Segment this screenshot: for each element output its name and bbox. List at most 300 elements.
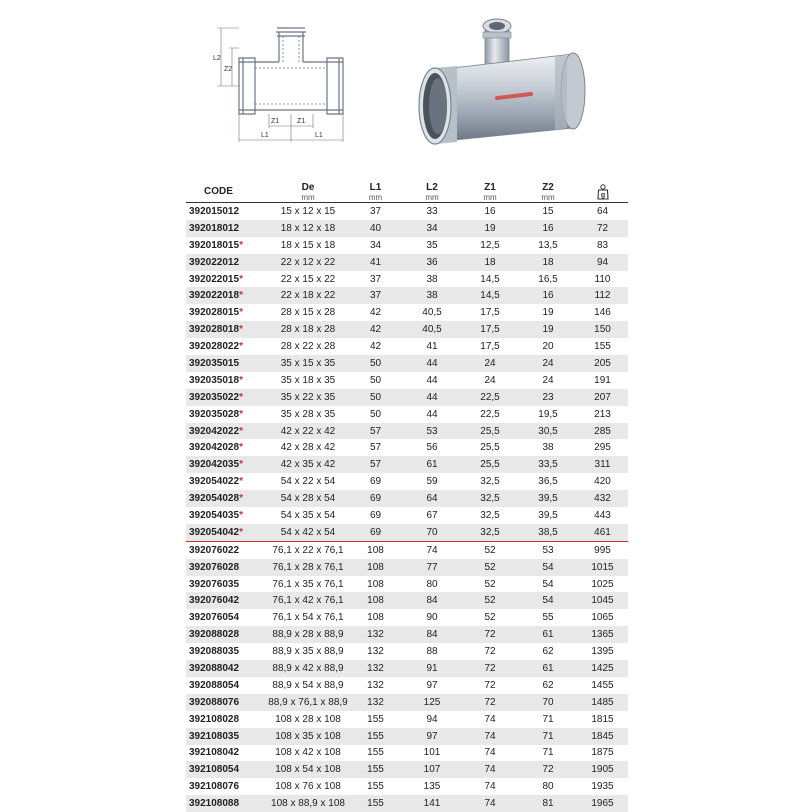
cell-code: 392076042 [186,592,268,609]
cell-l1: 155 [367,747,384,759]
table-row [186,321,628,338]
z1-left-label: Z1 [271,118,280,125]
cell-l1: 42 [348,321,403,338]
mark-star: * [239,476,243,488]
spec-table [186,168,628,812]
cell-l1: 57 [348,423,403,440]
cell-l2: 44 [403,355,461,372]
cell-code: 392035028* [189,408,243,420]
cell-de: 76,1 x 28 x 76,1 [268,559,348,576]
cell-z2: 39,5 [538,509,558,521]
cell-z2: 71 [542,713,554,725]
cell-de: 108 x 54 x 108 [268,761,348,778]
cell-code: 392108088 [186,795,268,812]
cell-z1: 32,5 [480,509,500,521]
cell-z1: 74 [461,761,519,778]
table-row [186,423,628,440]
cell-de: 35 x 28 x 35 [280,408,336,420]
cell-weight: 1045 [577,592,628,609]
cell-l2: 44 [403,389,461,406]
cell-l2: 74 [403,541,461,558]
cell-code: 392054042* [186,524,268,541]
z2-label: Z2 [224,66,233,73]
table-row [186,304,628,321]
cell-l1: 155 [367,713,384,725]
cell-de: 88,9 x 35 x 88,9 [272,646,344,658]
l1-left-label: L1 [261,132,269,139]
table-row [186,711,628,728]
cell-z2: 80 [542,781,554,793]
cell-l2: 64 [403,490,461,507]
cell-z1: 22,5 [480,408,500,420]
cell-de: 42 x 22 x 42 [268,423,348,440]
cell-z1: 25,5 [461,456,519,473]
table-row [186,372,628,389]
svg-text:g: g [600,192,605,200]
cell-l1: 132 [348,626,403,643]
cell-z1: 52 [484,612,496,624]
cell-de: 108 x 76 x 108 [275,781,341,793]
cell-z2: 39,5 [519,490,577,507]
cell-code: 392022015* [189,273,243,285]
table-row [186,541,628,558]
cell-l1: 69 [369,509,382,521]
cell-weight: 1395 [591,646,614,658]
cell-code: 392108054 [186,761,268,778]
cell-weight: 83 [596,239,609,251]
table-row [186,795,628,812]
cell-de: 18 x 15 x 18 [280,239,336,251]
cell-de: 88,9 x 54 x 88,9 [272,679,344,691]
header-weight [577,168,628,203]
cell-l1: 108 [367,578,384,590]
cell-weight: 295 [594,442,611,454]
cell-code: 392088076 [186,694,268,711]
cell-z2: 19 [542,307,554,319]
table-row [186,338,628,355]
cell-z1: 18 [461,254,519,271]
cell-de: 18 x 12 x 18 [268,220,348,237]
cell-z1: 72 [461,660,519,677]
cell-de: 15 x 12 x 15 [280,205,336,217]
table-row [186,254,628,271]
cell-code: 392035018* [189,374,243,386]
cell-weight: 285 [577,423,628,440]
cell-weight: 94 [577,254,628,271]
cell-z2: 62 [542,646,554,658]
cell-l1: 155 [348,728,403,745]
product-photo [405,10,605,160]
cell-code: 392015012 [189,205,240,217]
cell-l1: 50 [348,355,403,372]
table-row [186,355,628,372]
table-row [186,490,628,507]
cell-z2: 16 [519,220,577,237]
cell-de: 35 x 18 x 35 [280,374,336,386]
table-row [186,559,628,576]
cell-code: 392028015* [189,307,243,319]
cell-z2: 70 [519,694,577,711]
cell-z1: 17,5 [461,321,519,338]
cell-weight: 1015 [577,559,628,576]
cell-l2: 34 [403,220,461,237]
cell-l2: 33 [426,205,438,217]
cell-weight: 207 [577,389,628,406]
table-row [186,778,628,795]
cell-l2: 59 [426,476,438,488]
cell-z2: 54 [519,559,577,576]
cell-code: 392108028 [189,713,240,725]
cell-z1: 19 [461,220,519,237]
cell-l2: 70 [403,524,461,541]
cell-code: 392054022* [189,476,243,488]
mark-star: * [239,459,243,471]
cell-code: 392035015 [186,355,268,372]
cell-z2: 15 [542,205,554,217]
cell-z1: 25,5 [461,423,519,440]
cell-l2: 77 [403,559,461,576]
table-row [186,609,628,626]
cell-code: 392035022* [186,389,268,406]
cell-l2: 53 [403,423,461,440]
cell-z2: 24 [542,374,554,386]
table-row [186,237,628,254]
cell-l1: 108 [367,612,384,624]
cell-weight: 311 [577,456,628,473]
cell-z1: 24 [461,355,519,372]
header-z2: Z2 mm [519,168,577,203]
cell-l2: 141 [403,795,461,812]
cell-weight: 1365 [577,626,628,643]
cell-code: 392076035 [189,578,240,590]
cell-z2: 61 [519,660,577,677]
cell-code: 392076028 [186,559,268,576]
cell-l1: 108 [348,559,403,576]
cell-z2: 72 [519,761,577,778]
cell-code: 392042022* [186,423,268,440]
table-row [186,389,628,406]
mark-star: * [239,526,243,538]
cell-z1: 72 [461,626,519,643]
cell-code: 392108076 [189,781,240,793]
cell-weight: 146 [594,307,611,319]
cell-l1: 50 [348,389,403,406]
mark-star: * [239,290,243,302]
cell-l1: 42 [369,341,382,353]
cell-weight: 1875 [591,747,614,759]
cell-z1: 52 [461,592,519,609]
mark-star: * [239,239,243,251]
cell-l1: 155 [367,781,384,793]
table-row [186,728,628,745]
table-row [186,643,628,660]
cell-z2: 38 [542,442,554,454]
cell-l2: 38 [403,287,461,304]
cell-weight: 420 [594,476,611,488]
cell-z1: 16 [484,205,496,217]
cell-z1: 72 [484,679,496,691]
cell-z1: 74 [484,781,496,793]
cell-l2: 125 [403,694,461,711]
cell-l2: 97 [403,728,461,745]
cell-code: 392042035* [186,456,268,473]
cell-weight: 1025 [591,578,614,590]
cell-l2: 94 [426,713,438,725]
cell-code: 392018012 [186,220,268,237]
cell-weight: 150 [577,321,628,338]
cell-z2: 71 [542,747,554,759]
table-row [186,456,628,473]
header-code: CODE [186,168,268,203]
cell-z2: 36,5 [538,476,558,488]
cell-l2: 91 [403,660,461,677]
cell-de: 22 x 15 x 22 [280,273,336,285]
cell-code: 392022012 [186,254,268,271]
cell-de: 35 x 15 x 35 [268,355,348,372]
mark-star: * [239,324,243,336]
cell-weight: 1845 [577,728,628,745]
table-row [186,287,628,304]
cell-code: 392076054 [189,612,240,624]
cell-code: 392088054 [189,679,240,691]
table-row [186,220,628,237]
cell-de: 76,1 x 42 x 76,1 [268,592,348,609]
table-row [186,271,628,288]
cell-weight: 1935 [591,781,614,793]
cell-z1: 14,5 [461,287,519,304]
cell-z1: 52 [461,541,519,558]
cell-de: 28 x 15 x 28 [280,307,336,319]
cell-z1: 12,5 [480,239,500,251]
cell-l1: 108 [348,592,403,609]
cell-de: 108 x 42 x 108 [275,747,341,759]
table-row [186,524,628,541]
cell-z2: 13,5 [538,239,558,251]
cell-code: 392018015* [189,239,243,251]
cell-z1: 32,5 [461,524,519,541]
cell-de: 108 x 35 x 108 [268,728,348,745]
table-row [186,507,628,524]
table-row [186,203,628,220]
mark-star: * [239,408,243,420]
mark-star: * [239,391,243,403]
cell-l2: 84 [403,592,461,609]
cell-code: 392054035* [189,509,243,521]
cell-l2: 40,5 [403,321,461,338]
cell-l2: 41 [426,341,438,353]
cell-l1: 132 [367,679,384,691]
cell-code: 392088028 [186,626,268,643]
cell-weight: 1065 [591,612,614,624]
cell-weight: 1905 [577,761,628,778]
cell-de: 88,9 x 28 x 88,9 [268,626,348,643]
cell-de: 88,9 x 42 x 88,9 [268,660,348,677]
cell-l1: 69 [348,524,403,541]
cell-weight: 110 [594,273,611,285]
cell-weight: 1965 [577,795,628,812]
cell-z2: 54 [542,578,554,590]
cell-z1: 74 [461,795,519,812]
cell-l2: 67 [426,509,438,521]
weight-icon [597,184,609,200]
cell-z1: 32,5 [480,476,500,488]
cell-l1: 40 [348,220,403,237]
technical-drawing [205,18,377,150]
cell-l1: 132 [367,646,384,658]
mark-star: * [239,273,243,285]
mark-star: * [239,442,243,454]
cell-z2: 18 [519,254,577,271]
cell-z2: 33,5 [519,456,577,473]
cell-z1: 32,5 [461,490,519,507]
table-header-row [186,168,628,203]
mark-star: * [239,374,243,386]
cell-l1: 155 [348,761,403,778]
cell-l1: 57 [348,456,403,473]
cell-z1: 52 [484,578,496,590]
cell-de: 54 x 22 x 54 [280,476,336,488]
cell-de: 76,1 x 22 x 76,1 [268,541,348,558]
header-z1: Z1 mm [461,168,519,203]
cell-de: 108 x 88,9 x 108 [268,795,348,812]
cell-l1: 132 [348,660,403,677]
cell-z2: 38,5 [519,524,577,541]
cell-l2: 107 [403,761,461,778]
cell-l1: 34 [369,239,382,251]
cell-code: 392028022* [189,341,243,353]
cell-l2: 88 [426,646,438,658]
cell-de: 28 x 18 x 28 [268,321,348,338]
cell-code: 392108035 [186,728,268,745]
cell-l2: 56 [426,442,438,454]
cell-l1: 42 [369,307,382,319]
cell-l2: 135 [423,781,441,793]
cell-z1: 25,5 [480,442,500,454]
cell-code: 392054028* [186,490,268,507]
header-l1: L1 mm [348,168,403,203]
cell-l2: 36 [403,254,461,271]
cell-z2: 16,5 [538,273,558,285]
table-row [186,576,628,593]
cell-weight: 995 [577,541,628,558]
cell-weight: 112 [577,287,628,304]
cell-weight: 64 [596,205,609,217]
cell-l1: 69 [369,476,382,488]
cell-z1: 74 [461,728,519,745]
cell-de: 54 x 35 x 54 [280,509,336,521]
table-row [186,694,628,711]
l2-label: L2 [213,55,221,62]
cell-weight: 443 [594,509,611,521]
table-row [186,406,628,423]
cell-z1: 74 [484,713,496,725]
cell-z2: 23 [519,389,577,406]
cell-z2: 55 [542,612,554,624]
table-row [186,439,628,456]
header-l2: L2 mm [403,168,461,203]
cell-de: 22 x 12 x 22 [268,254,348,271]
cell-z2: 20 [542,341,554,353]
cell-weight: 1425 [577,660,628,677]
cell-l1: 50 [369,374,382,386]
cell-weight: 72 [577,220,628,237]
cell-l2: 97 [426,679,438,691]
cell-weight: 191 [594,374,611,386]
cell-z1: 24 [484,374,496,386]
mark-star: * [239,493,243,505]
cell-l1: 37 [369,273,382,285]
table-row [186,660,628,677]
cell-l2: 44 [426,408,438,420]
cell-l1: 132 [348,694,403,711]
cell-code: 392042028* [189,442,243,454]
cell-z2: 71 [519,728,577,745]
cell-z1: 17,5 [480,341,500,353]
cell-z1: 17,5 [480,307,500,319]
cell-z1: 22,5 [461,389,519,406]
header-de: De mm [268,168,348,203]
mark-star: * [239,341,243,353]
cell-z2: 81 [519,795,577,812]
cell-l2: 35 [426,239,438,251]
cell-weight: 461 [577,524,628,541]
cell-weight: 1455 [591,679,614,691]
cell-l1: 41 [348,254,403,271]
z1-right-label: Z1 [297,118,306,125]
cell-weight: 155 [594,341,611,353]
cell-z1: 72 [461,694,519,711]
table-row [186,677,628,694]
cell-de: 76,1 x 54 x 76,1 [272,612,344,624]
cell-z1: 74 [484,747,496,759]
cell-z1: 14,5 [480,273,500,285]
mark-star: * [239,425,243,437]
cell-code: 392088042 [186,660,268,677]
cell-weight: 213 [594,408,611,420]
mark-star: * [239,509,243,521]
cell-weight: 432 [577,490,628,507]
cell-code: 392088035 [189,646,240,658]
cell-z1: 72 [484,646,496,658]
cell-z1: 52 [461,559,519,576]
cell-de: 76,1 x 35 x 76,1 [272,578,344,590]
table-row [186,761,628,778]
cell-weight: 1815 [591,713,614,725]
l1-right-label: L1 [315,132,323,139]
cell-de: 35 x 22 x 35 [268,389,348,406]
cell-l1: 69 [348,490,403,507]
cell-weight: 205 [577,355,628,372]
cell-z2: 30,5 [519,423,577,440]
cell-l2: 101 [423,747,441,759]
cell-z2: 16 [519,287,577,304]
cell-l2: 80 [426,578,438,590]
cell-de: 108 x 28 x 108 [275,713,341,725]
cell-de: 28 x 22 x 28 [280,341,336,353]
cell-de: 42 x 28 x 42 [280,442,336,454]
cell-de: 22 x 18 x 22 [268,287,348,304]
cell-l1: 37 [348,287,403,304]
cell-z2: 24 [519,355,577,372]
cell-l2: 90 [426,612,438,624]
cell-l2: 38 [426,273,438,285]
cell-l2: 44 [426,374,438,386]
cell-z2: 53 [519,541,577,558]
cell-l1: 57 [369,442,382,454]
table-row [186,626,628,643]
cell-de: 54 x 42 x 54 [268,524,348,541]
cell-l2: 84 [403,626,461,643]
